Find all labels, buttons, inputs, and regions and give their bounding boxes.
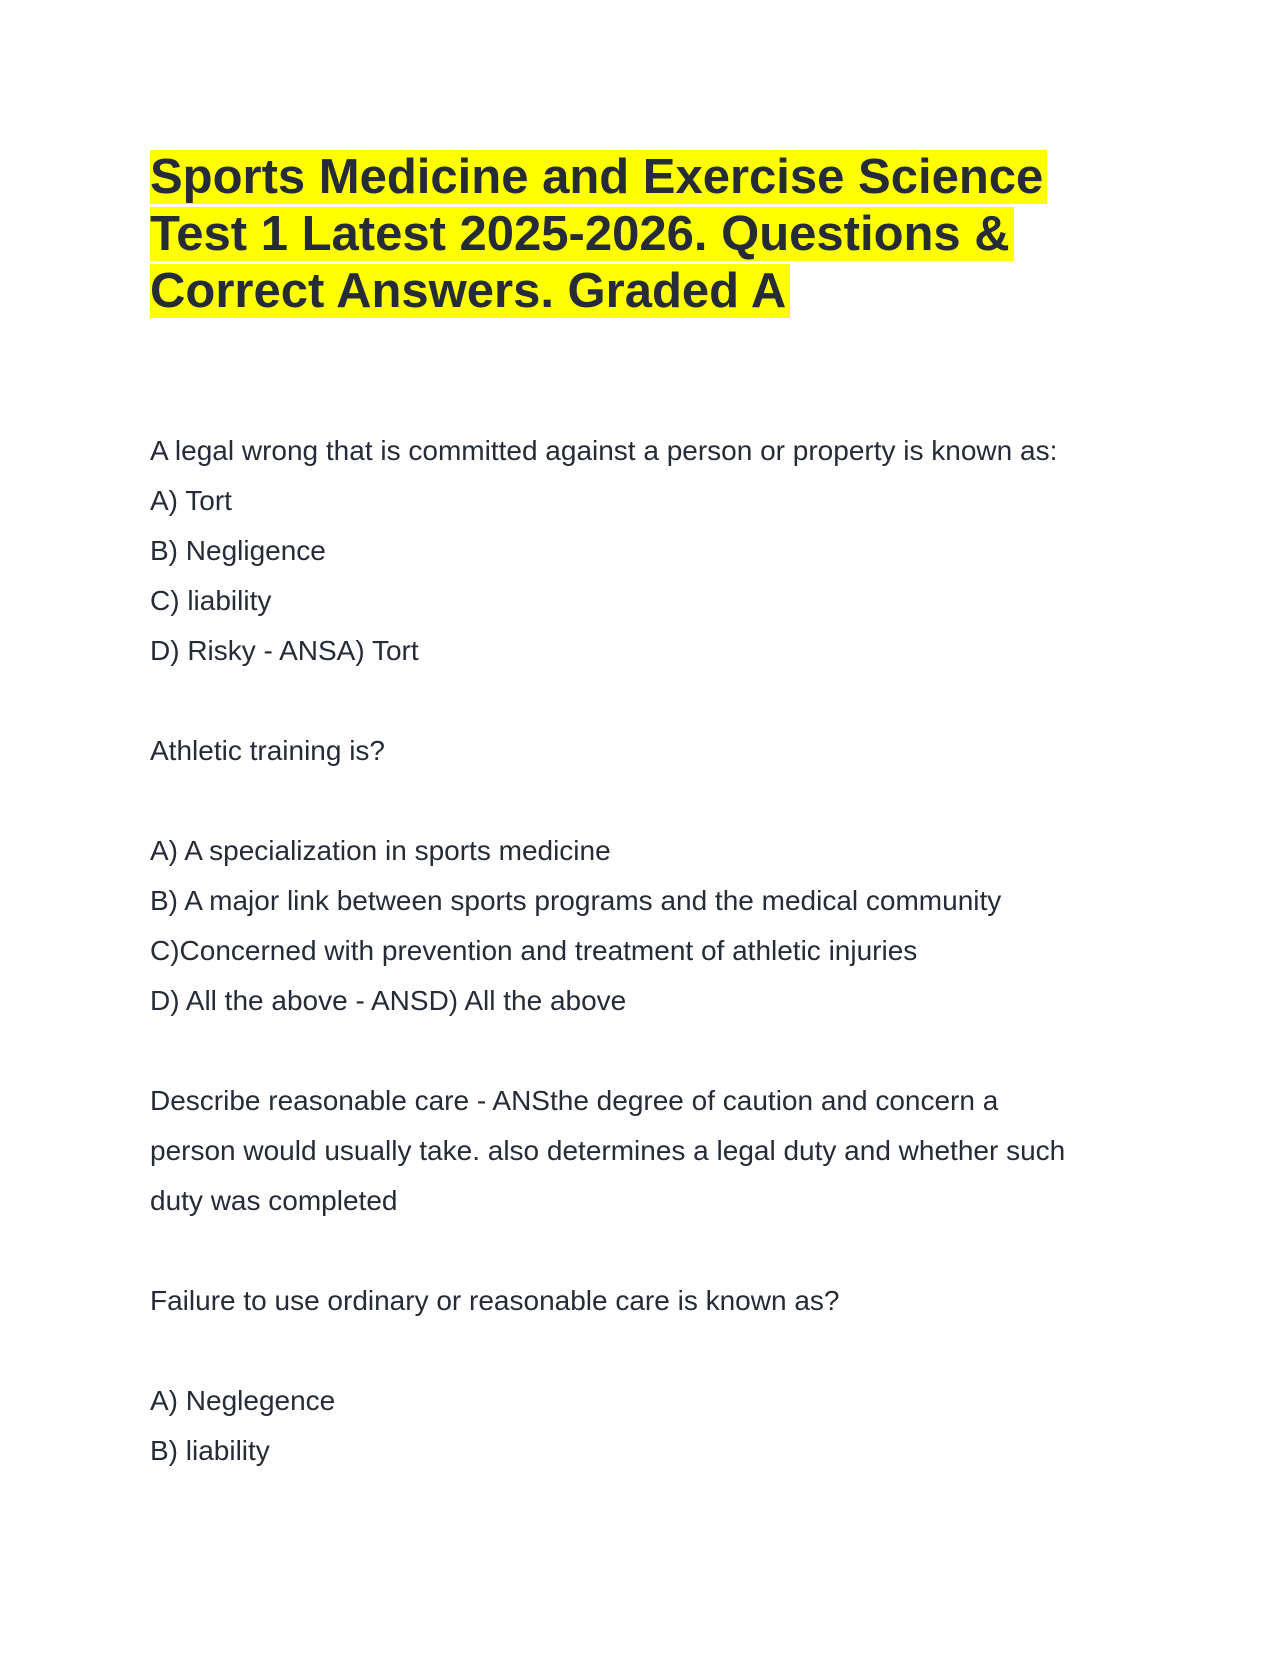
question-1-option-b: B) Negligence: [150, 535, 326, 566]
title-line-1: Sports Medicine and Exercise Science: [150, 149, 1110, 206]
question-1-text: A legal wrong that is committed against a person or property is known as:: [150, 435, 1058, 466]
spacer: [150, 676, 1150, 726]
document-body: [150, 426, 1150, 1476]
question-4-text: Failure to use ordinary or reasonable care is known as?: [150, 1285, 840, 1316]
question-4-option-a: A) Neglegence: [150, 1385, 336, 1416]
question-4-option-b: B) liability: [150, 1435, 270, 1466]
question-1-option-c: C) liability: [150, 585, 272, 616]
document-title: [150, 149, 1110, 320]
question-2-option-b: B) A major link between sports programs and the medical community: [150, 885, 1002, 916]
title-line-3: Correct Answers. Graded A: [150, 263, 1110, 320]
spacer: [150, 1026, 1150, 1076]
title-line-2: Test 1 Latest 2025-2026. Questions &: [150, 206, 1110, 263]
question-1-option-d-answer: D) Risky - ANSA) Tort: [150, 635, 419, 666]
question-2-text: Athletic training is?: [150, 735, 386, 766]
spacer: [150, 1226, 1150, 1276]
question-1-option-a: A) Tort: [150, 485, 232, 516]
question-3-line-3: duty was completed: [150, 1185, 398, 1216]
question-2-option-d-answer: D) All the above - ANSD) All the above: [150, 985, 627, 1016]
question-3-line-1: Describe reasonable care - ANSthe degree of caution and concern a: [150, 1085, 999, 1116]
spacer: [150, 776, 1150, 826]
question-2-option-a: A) A specialization in sports medicine: [150, 835, 611, 866]
spacer: [150, 1326, 1150, 1376]
question-3-line-2: person would usually take. also determines a legal duty and whether such: [150, 1135, 1066, 1166]
question-2-option-c: C)Concerned with prevention and treatment of athletic injuries: [150, 935, 918, 966]
